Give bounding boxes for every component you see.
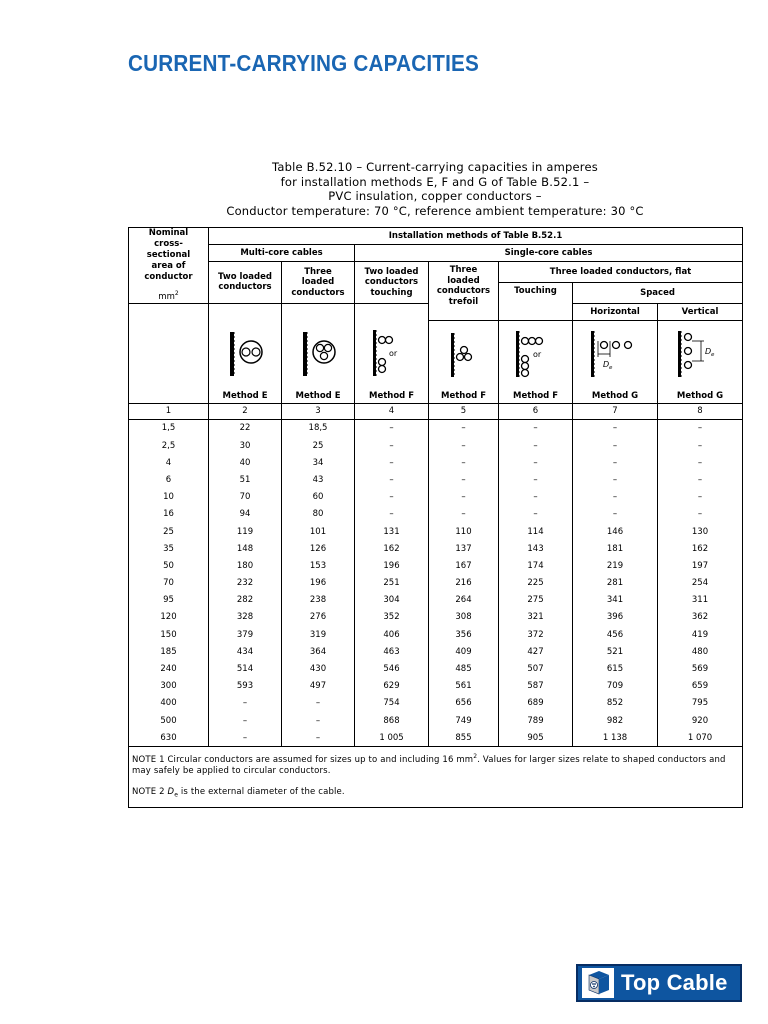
method-cell — [499, 320, 573, 403]
cross-section-cell: 25 — [129, 523, 209, 540]
capacity-cell: 396 — [573, 609, 658, 626]
spacer — [282, 303, 355, 320]
capacity-table — [128, 227, 743, 808]
capacity-cell: 587 — [499, 678, 573, 695]
capacity-cell: 146 — [573, 523, 658, 540]
capacity-cell: – — [209, 712, 282, 729]
cross-section-cell: 2,5 — [129, 437, 209, 454]
method-cell — [658, 320, 743, 403]
capacity-cell: 485 — [429, 660, 499, 677]
table-body — [129, 419, 743, 747]
capacity-cell: – — [573, 489, 658, 506]
capacity-cell: – — [573, 506, 658, 523]
capacity-cell: – — [499, 437, 573, 454]
cross-section-cell: 10 — [129, 489, 209, 506]
capacity-cell: 514 — [209, 660, 282, 677]
capacity-cell: 40 — [209, 454, 282, 471]
note-2: NOTE 2 $D_e$ is the external diameter of the cable. — [132, 787, 345, 799]
capacity-cell: 749 — [429, 712, 499, 729]
caption-line: PVC insulation, copper conductors – — [328, 189, 542, 203]
cross-section-cell: 300 — [129, 678, 209, 695]
method-label: Method E — [295, 390, 341, 401]
table-row — [129, 729, 743, 747]
column-number: 2 — [209, 403, 282, 419]
capacity-cell: – — [499, 489, 573, 506]
header-horizontal: Horizontal — [573, 303, 658, 320]
cross-section-cell: 16 — [129, 506, 209, 523]
capacity-cell: 275 — [499, 592, 573, 609]
table-row — [129, 523, 743, 540]
cross-section-cell: 1,5 — [129, 419, 209, 437]
capacity-cell: 137 — [429, 540, 499, 557]
capacity-cell: 25 — [282, 437, 355, 454]
table-row — [129, 678, 743, 695]
header-vertical: Vertical — [658, 303, 743, 320]
cross-section-cell: 120 — [129, 609, 209, 626]
capacity-cell: 569 — [658, 660, 743, 677]
capacity-cell: – — [573, 471, 658, 488]
method-label: Method G — [591, 390, 639, 401]
column-number: 6 — [499, 403, 573, 419]
capacity-cell: 868 — [355, 712, 429, 729]
capacity-cell: 276 — [282, 609, 355, 626]
header-three-loaded: Three loaded conductors — [282, 262, 355, 304]
capacity-cell: 131 — [355, 523, 429, 540]
capacity-cell: – — [355, 506, 429, 523]
capacity-cell: – — [499, 419, 573, 437]
capacity-cell: 364 — [282, 643, 355, 660]
table-row — [129, 592, 743, 609]
header-two-touching: Two loaded conductors touching — [355, 262, 429, 304]
capacity-cell: 80 — [282, 506, 355, 523]
capacity-cell: – — [499, 471, 573, 488]
capacity-cell: 174 — [499, 557, 573, 574]
capacity-cell: 372 — [499, 626, 573, 643]
cross-section-cell: 185 — [129, 643, 209, 660]
method-cell — [573, 320, 658, 403]
header-two-loaded: Two loaded conductors — [209, 262, 282, 304]
capacity-cell: 615 — [573, 660, 658, 677]
table-row — [129, 712, 743, 729]
capacity-cell: 656 — [429, 695, 499, 712]
capacity-cell: 321 — [499, 609, 573, 626]
capacity-cell: 434 — [209, 643, 282, 660]
capacity-cell: 167 — [429, 557, 499, 574]
capacity-cell: 101 — [282, 523, 355, 540]
cross-section-cell: 240 — [129, 660, 209, 677]
capacity-cell: 51 — [209, 471, 282, 488]
or-label: or — [388, 349, 397, 359]
capacity-cell: – — [658, 419, 743, 437]
capacity-cell: 754 — [355, 695, 429, 712]
capacity-cell: 328 — [209, 609, 282, 626]
table-row — [129, 506, 743, 523]
capacity-cell: 629 — [355, 678, 429, 695]
caption-line: Conductor temperature: 70 °C, reference ambient temperature: 30 °C — [226, 203, 644, 218]
nominal-spacer — [129, 320, 209, 403]
capacity-cell: 181 — [573, 540, 658, 557]
spaced-horizontal-diagram — [583, 327, 647, 385]
capacity-cell: 362 — [658, 609, 743, 626]
capacity-cell: 94 — [209, 506, 282, 523]
capacity-cell: 709 — [573, 678, 658, 695]
capacity-cell: 456 — [573, 626, 658, 643]
column-number: 1 — [129, 403, 209, 419]
capacity-cell: 1 138 — [573, 729, 658, 747]
table-row — [129, 437, 743, 454]
two-single-touching-diagram — [365, 326, 419, 384]
cross-section-cell: 500 — [129, 712, 209, 729]
capacity-cell: 304 — [355, 592, 429, 609]
capacity-cell: 225 — [499, 575, 573, 592]
capacity-cell: 352 — [355, 609, 429, 626]
single-core-header: Single-core cables — [355, 245, 743, 262]
capacity-cell: 463 — [355, 643, 429, 660]
capacity-cell: 419 — [658, 626, 743, 643]
top-cable-logo — [576, 964, 742, 1002]
capacity-cell: – — [429, 437, 499, 454]
capacity-cell: 920 — [658, 712, 743, 729]
capacity-cell: 110 — [429, 523, 499, 540]
capacity-cell: 180 — [209, 557, 282, 574]
capacity-cell: 659 — [658, 678, 743, 695]
table-row — [129, 419, 743, 437]
capacity-cell: 43 — [282, 471, 355, 488]
capacity-cell: 281 — [573, 575, 658, 592]
capacity-cell: – — [209, 729, 282, 747]
capacity-cell: 216 — [429, 575, 499, 592]
header-three-trefoil: Three loaded conductors trefoil — [429, 262, 499, 321]
column-number: 4 — [355, 403, 429, 419]
table-row — [129, 660, 743, 677]
table-row — [129, 643, 743, 660]
capacity-cell: 379 — [209, 626, 282, 643]
capacity-cell: 507 — [499, 660, 573, 677]
capacity-cell: 689 — [499, 695, 573, 712]
capacity-cell: – — [429, 471, 499, 488]
capacity-cell: 232 — [209, 575, 282, 592]
de-sub-label: e — [711, 351, 715, 358]
capacity-cell: – — [573, 437, 658, 454]
nominal-spacer — [129, 303, 209, 320]
capacity-cell: – — [573, 454, 658, 471]
capacity-cell: 852 — [573, 695, 658, 712]
table-row — [129, 540, 743, 557]
method-cell — [209, 320, 282, 403]
capacity-cell: 153 — [282, 557, 355, 574]
nominal-line: sectional — [146, 250, 191, 260]
nominal-line: cross- — [154, 239, 183, 249]
cable-cube-icon — [581, 967, 615, 999]
capacity-cell: 238 — [282, 592, 355, 609]
capacity-cell: 219 — [573, 557, 658, 574]
capacity-cell: – — [355, 419, 429, 437]
flat-header: Three loaded conductors, flat — [499, 262, 743, 283]
cross-section-cell: 95 — [129, 592, 209, 609]
capacity-cell: 308 — [429, 609, 499, 626]
capacity-cell: – — [355, 471, 429, 488]
method-cell — [429, 320, 499, 403]
cross-section-cell: 630 — [129, 729, 209, 747]
table-row — [129, 489, 743, 506]
cross-section-cell: 150 — [129, 626, 209, 643]
de-sub-label: e — [609, 364, 613, 371]
nominal-line: conductor — [144, 272, 193, 282]
capacity-cell: – — [658, 506, 743, 523]
spaced-header: Spaced — [573, 282, 743, 303]
capacity-cell: 34 — [282, 454, 355, 471]
table-row — [129, 557, 743, 574]
cross-section-cell: 400 — [129, 695, 209, 712]
capacity-cell: 497 — [282, 678, 355, 695]
capacity-cell: 593 — [209, 678, 282, 695]
caption-line: for installation methods E, F and G of Table B.52.1 – — [280, 174, 590, 189]
capacity-cell: 480 — [658, 643, 743, 660]
table-row — [129, 454, 743, 471]
capacity-cell: 855 — [429, 729, 499, 747]
capacity-cell: – — [573, 419, 658, 437]
table-row — [129, 609, 743, 626]
method-label: Method F — [440, 390, 487, 401]
capacity-cell: – — [209, 695, 282, 712]
capacity-cell: 789 — [499, 712, 573, 729]
capacity-cell: 409 — [429, 643, 499, 660]
header-touching: Touching — [499, 282, 573, 320]
capacity-cell: 130 — [658, 523, 743, 540]
capacity-cell: – — [282, 729, 355, 747]
capacity-cell: 143 — [499, 540, 573, 557]
page-heading: CURRENT-CARRYING CAPACITIES — [128, 50, 480, 76]
capacity-cell: 148 — [209, 540, 282, 557]
column-number: 7 — [573, 403, 658, 419]
capacity-cell: 905 — [499, 729, 573, 747]
method-label: Method E — [222, 390, 268, 401]
capacity-cell: – — [658, 471, 743, 488]
installation-methods-header: Installation methods of Table B.52.1 — [209, 228, 743, 245]
capacity-cell: 282 — [209, 592, 282, 609]
cross-section-cell: 70 — [129, 575, 209, 592]
capacity-cell: 311 — [658, 592, 743, 609]
capacity-cell: 795 — [658, 695, 743, 712]
three-flat-touching-diagram — [506, 327, 566, 385]
capacity-cell: 356 — [429, 626, 499, 643]
capacity-cell: – — [282, 695, 355, 712]
figure-row — [129, 320, 743, 403]
capacity-cell: 197 — [658, 557, 743, 574]
capacity-cell: 561 — [429, 678, 499, 695]
capacity-cell: – — [658, 437, 743, 454]
cross-section-cell: 6 — [129, 471, 209, 488]
capacity-cell: – — [355, 437, 429, 454]
method-cell — [282, 320, 355, 403]
two-core-cable-diagram — [218, 326, 272, 384]
column-number: 3 — [282, 403, 355, 419]
header-row-installation — [129, 228, 743, 245]
capacity-cell: 430 — [282, 660, 355, 677]
table-notes — [129, 747, 743, 808]
capacity-cell: – — [499, 506, 573, 523]
logo-text: Top Cable — [621, 970, 728, 995]
capacity-cell: 60 — [282, 489, 355, 506]
capacity-cell: – — [355, 489, 429, 506]
spaced-vertical-diagram — [668, 327, 732, 385]
capacity-cell: 162 — [658, 540, 743, 557]
nominal-header — [129, 228, 209, 304]
de-label: D — [603, 359, 610, 369]
method-label: Method F — [512, 390, 559, 401]
nominal-unit: $mm^2$ — [158, 290, 179, 302]
capacity-cell: 162 — [355, 540, 429, 557]
table-row — [129, 471, 743, 488]
capacity-cell: – — [282, 712, 355, 729]
method-label: Method F — [368, 390, 415, 401]
column-number: 5 — [429, 403, 499, 419]
capacity-cell: 1 005 — [355, 729, 429, 747]
method-label: Method G — [676, 390, 724, 401]
nominal-line: Nominal — [148, 228, 189, 238]
table-caption — [128, 160, 742, 218]
table-row — [129, 575, 743, 592]
capacity-cell: 1 070 — [658, 729, 743, 747]
capacity-cell: 406 — [355, 626, 429, 643]
capacity-cell: 196 — [282, 575, 355, 592]
header-row-conductors — [129, 262, 743, 283]
table-row — [129, 626, 743, 643]
trefoil-diagram — [437, 327, 491, 385]
capacity-cell: – — [429, 506, 499, 523]
spacer — [209, 303, 282, 320]
capacity-cell: 70 — [209, 489, 282, 506]
column-number-row — [129, 403, 743, 419]
note-1: NOTE 1 Circular conductors are assumed for sizes up to and including 16 $mm^2$. Values for larger sizes relate to shaped conductors and may safely be applied to circular conductors. — [132, 753, 726, 777]
capacity-cell: 126 — [282, 540, 355, 557]
capacity-cell: – — [355, 454, 429, 471]
capacity-cell: 119 — [209, 523, 282, 540]
notes-row — [129, 747, 743, 808]
capacity-cell: – — [658, 489, 743, 506]
spacer — [355, 303, 429, 320]
capacity-cell: 18,5 — [282, 419, 355, 437]
capacity-cell: 196 — [355, 557, 429, 574]
header-row-cable-types — [129, 245, 743, 262]
capacity-cell: 22 — [209, 419, 282, 437]
capacity-cell: 427 — [499, 643, 573, 660]
table-row — [129, 695, 743, 712]
capacity-cell: 114 — [499, 523, 573, 540]
capacity-cell: 30 — [209, 437, 282, 454]
capacity-cell: 251 — [355, 575, 429, 592]
capacity-cell: 982 — [573, 712, 658, 729]
capacity-cell: – — [429, 454, 499, 471]
capacity-cell: 319 — [282, 626, 355, 643]
capacity-cell: 254 — [658, 575, 743, 592]
cross-section-cell: 35 — [129, 540, 209, 557]
capacity-cell: 264 — [429, 592, 499, 609]
three-core-cable-diagram — [291, 326, 345, 384]
multi-core-header: Multi-core cables — [209, 245, 355, 262]
capacity-cell: 521 — [573, 643, 658, 660]
de-label: D — [705, 346, 712, 356]
capacity-cell: – — [429, 419, 499, 437]
column-number: 8 — [658, 403, 743, 419]
caption-line: Table B.52.10 – Current-carrying capacities in amperes — [272, 160, 598, 174]
method-cell — [355, 320, 429, 403]
capacity-cell: 546 — [355, 660, 429, 677]
capacity-cell: 341 — [573, 592, 658, 609]
cross-section-cell: 50 — [129, 557, 209, 574]
or-label: or — [532, 349, 541, 359]
nominal-line: area of — [151, 261, 186, 271]
capacity-cell: – — [658, 454, 743, 471]
capacity-cell: – — [499, 454, 573, 471]
capacity-cell: – — [429, 489, 499, 506]
cross-section-cell: 4 — [129, 454, 209, 471]
